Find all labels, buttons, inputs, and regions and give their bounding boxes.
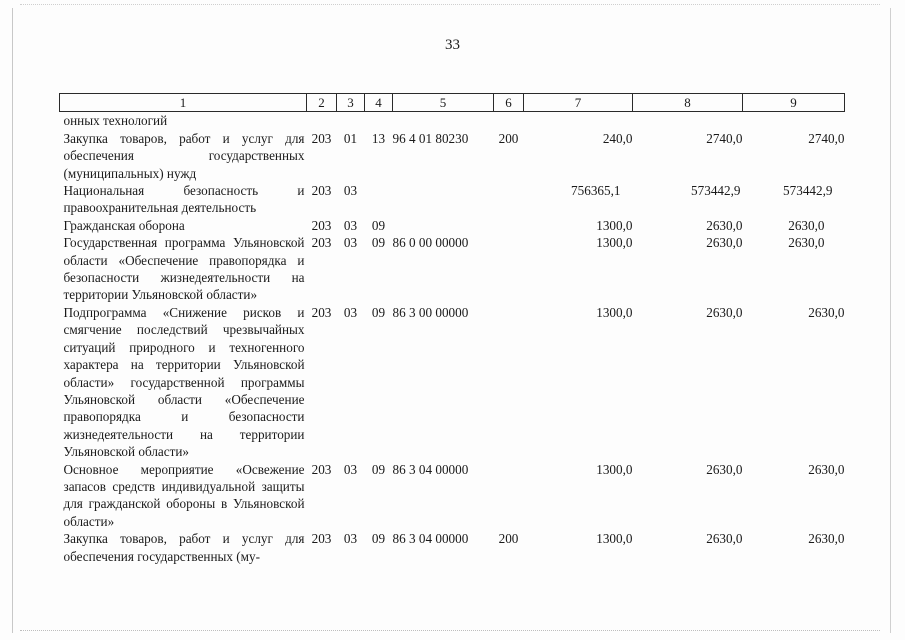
cell-amount-col7: 1300,0 <box>596 217 633 233</box>
cell-target-article <box>393 112 494 130</box>
cell-amount-col9 <box>743 112 845 130</box>
table-row <box>60 304 845 461</box>
cell-section: 03 <box>343 461 358 477</box>
cell-amount-col7 <box>524 112 633 130</box>
cell-section: 03 <box>343 235 358 251</box>
cell-target-article: 96 4 01 80230 <box>392 130 469 146</box>
column-header: 4 <box>365 94 393 112</box>
cell-amount-col9: 2630,0 <box>808 304 845 320</box>
cell-expense-type <box>494 182 524 217</box>
table-header-row <box>60 94 845 112</box>
cell-amount-col7: 756365,1 <box>571 183 621 199</box>
column-header: 7 <box>524 94 633 112</box>
cell-section: 03 <box>343 183 358 199</box>
cell-code <box>307 112 337 130</box>
row-name: Национальная безопасность и правоохранительная деятельность <box>63 183 305 216</box>
cell-section: 03 <box>343 217 358 233</box>
cell-code: 203 <box>311 183 332 199</box>
cell-expense-type: 200 <box>498 130 519 146</box>
cell-section <box>337 112 365 130</box>
cell-expense-type <box>494 112 524 130</box>
scan-edge-bottom <box>20 630 880 631</box>
column-header: 1 <box>60 94 307 112</box>
row-name: онных технологий <box>63 113 168 129</box>
column-header: 3 <box>337 94 365 112</box>
cell-code: 203 <box>311 217 332 233</box>
cell-amount-col7: 240,0 <box>602 130 633 146</box>
table-row <box>60 461 845 531</box>
table-row <box>60 130 845 182</box>
table-row <box>60 182 845 217</box>
cell-target-article: 86 0 00 00000 <box>392 235 469 251</box>
cell-subsection: 09 <box>371 235 386 251</box>
cell-amount-col7: 1300,0 <box>596 304 633 320</box>
cell-target-article: 86 3 00 00000 <box>392 304 469 320</box>
row-name: Основное мероприятие «Освежение запасов средств индивидуальной защиты для гражданской обороны в Ульяновской области» <box>63 461 305 529</box>
cell-amount-col9: 2630,0 <box>788 235 825 251</box>
cell-target-article: 86 3 04 00000 <box>392 531 469 547</box>
table-row <box>60 530 845 565</box>
cell-target-article <box>393 217 494 234</box>
scan-edge-top <box>20 4 880 5</box>
cell-section: 01 <box>343 130 358 146</box>
cell-code: 203 <box>311 304 332 320</box>
cell-amount-col8: 2630,0 <box>706 217 743 233</box>
row-name: Закупка товаров, работ и услуг для обеспечения государственных (му- <box>63 531 305 564</box>
cell-subsection: 09 <box>371 531 386 547</box>
cell-amount-col8: 2630,0 <box>706 531 743 547</box>
cell-amount-col8: 2740,0 <box>706 130 743 146</box>
cell-subsection: 09 <box>371 461 386 477</box>
cell-amount-col7: 1300,0 <box>596 235 633 251</box>
row-name: Государственная программа Ульяновской области «Обеспечение правопорядка и безопасности жизнедеятельности на территории Ульяновской области» <box>63 235 305 303</box>
cell-code: 203 <box>311 130 332 146</box>
table-row <box>60 112 845 130</box>
page-edge-left <box>12 8 13 633</box>
cell-subsection <box>365 112 393 130</box>
cell-target-article <box>393 182 494 217</box>
row-name: Гражданская оборона <box>63 217 185 233</box>
column-header: 8 <box>633 94 743 112</box>
cell-expense-type <box>494 217 524 234</box>
cell-expense-type <box>494 234 524 304</box>
cell-expense-type <box>494 461 524 531</box>
cell-subsection <box>365 182 393 217</box>
cell-amount-col8: 573442,9 <box>691 183 741 199</box>
cell-code: 203 <box>311 531 332 547</box>
cell-amount-col9: 2630,0 <box>788 217 825 233</box>
row-name: Закупка товаров, работ и услуг для обеспечения государственных (муниципальных) нужд <box>63 130 305 181</box>
cell-amount-col8: 2630,0 <box>706 235 743 251</box>
cell-expense-type <box>494 304 524 461</box>
table-row <box>60 234 845 304</box>
cell-subsection: 13 <box>371 130 386 146</box>
column-header: 9 <box>743 94 845 112</box>
cell-code: 203 <box>311 461 332 477</box>
page-edge-right <box>890 8 891 633</box>
cell-expense-type: 200 <box>498 531 519 547</box>
cell-amount-col9: 2740,0 <box>808 130 845 146</box>
cell-amount-col9: 2630,0 <box>808 461 845 477</box>
cell-amount-col8 <box>633 112 743 130</box>
page-number: 33 <box>445 37 460 53</box>
cell-section: 03 <box>343 531 358 547</box>
column-header: 6 <box>494 94 524 112</box>
cell-amount-col7: 1300,0 <box>596 461 633 477</box>
cell-amount-col7: 1300,0 <box>596 531 633 547</box>
cell-section: 03 <box>343 304 358 320</box>
row-name: Подпрограмма «Снижение рисков и смягчение последствий чрезвычайных ситуаций природного и техногенного характера на территории Ульяновской области» государственной программы Ульяновской области «Обеспечение правопорядка и безопасности жизнедеятельности на территории Ульяновской области» <box>63 304 305 460</box>
cell-amount-col8: 2630,0 <box>706 304 743 320</box>
cell-code: 203 <box>311 235 332 251</box>
cell-amount-col8: 2630,0 <box>706 461 743 477</box>
cell-amount-col9: 2630,0 <box>808 531 845 547</box>
table-row <box>60 217 845 234</box>
cell-target-article: 86 3 04 00000 <box>392 461 469 477</box>
cell-subsection: 09 <box>371 217 386 233</box>
column-header: 5 <box>393 94 494 112</box>
budget-table <box>59 93 845 565</box>
column-header: 2 <box>307 94 337 112</box>
cell-subsection: 09 <box>371 304 386 320</box>
cell-amount-col9: 573442,9 <box>783 183 833 199</box>
